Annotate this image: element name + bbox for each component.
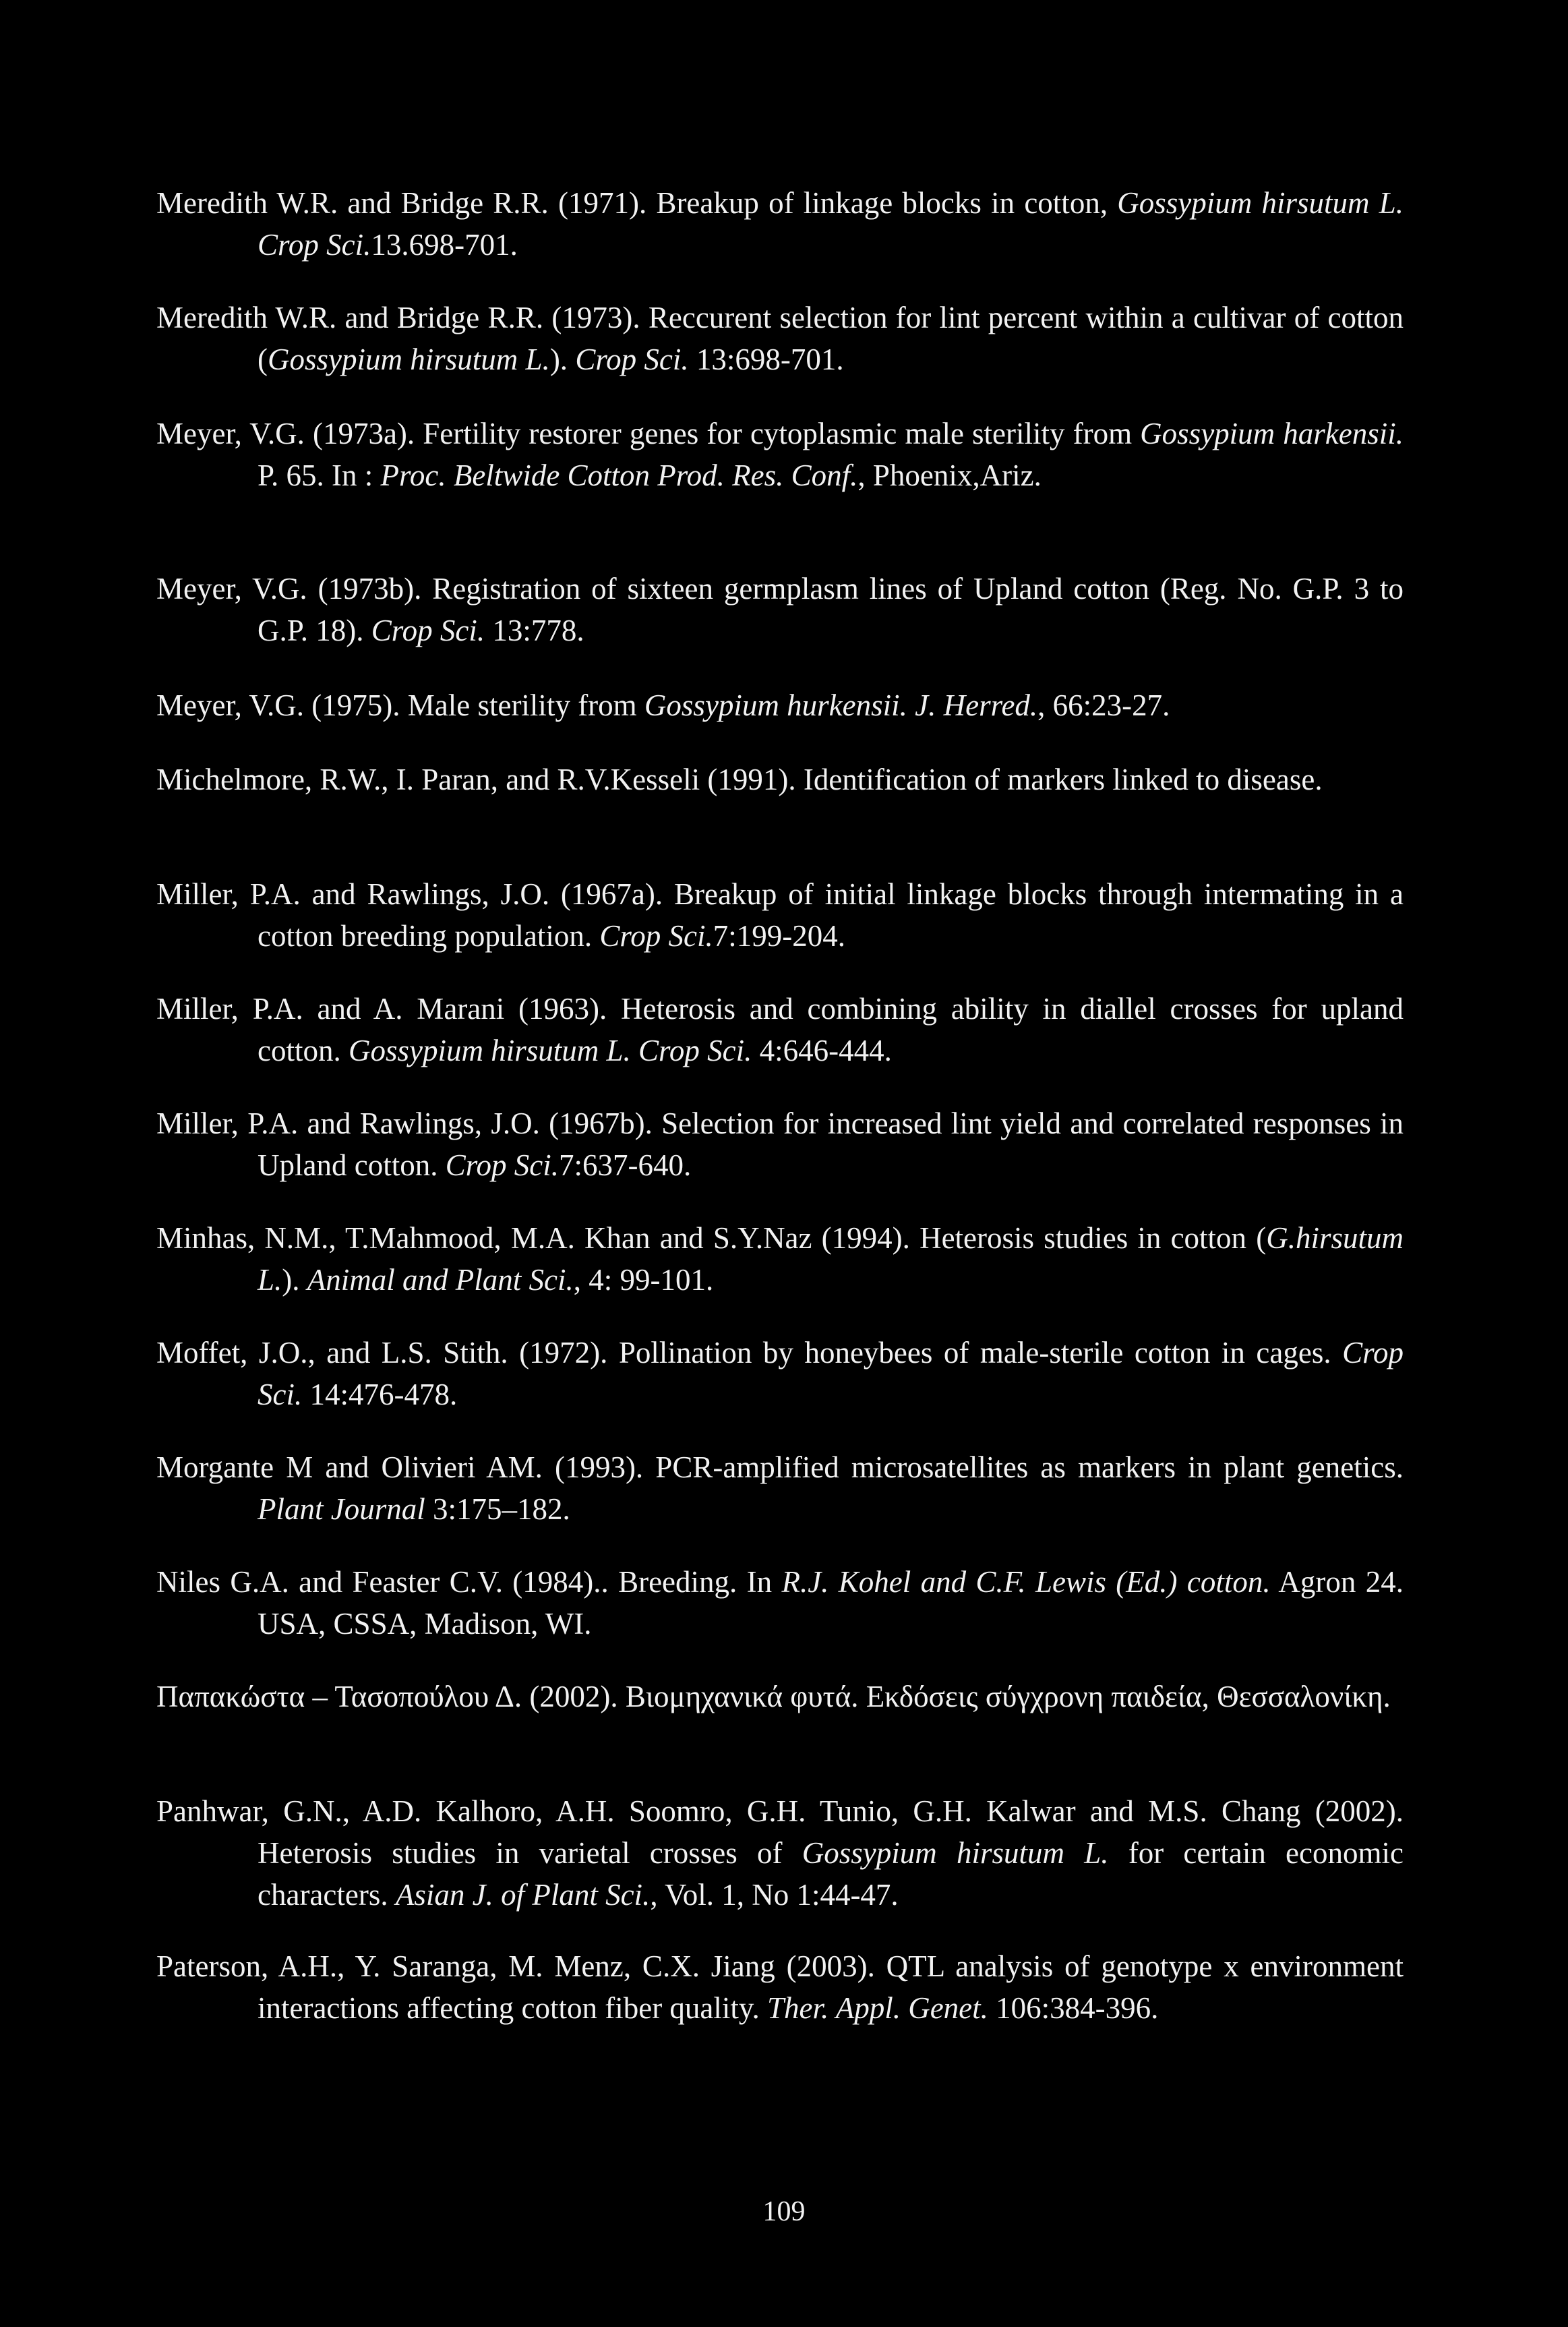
reference-text: Paterson, A.H., Y. Saranga, M. Menz, C.X. Jiang (2003). QTL analysis of genotype x environment interactions affecting cotton fiber quality.: [156, 1949, 1404, 2025]
reference-entry: [156, 297, 1404, 380]
reference-entry: [156, 1217, 1404, 1301]
reference-entry: [156, 1945, 1404, 2029]
reference-text: ).: [549, 343, 576, 376]
reference-species: Gossypium hirsutum L.: [802, 1836, 1109, 1870]
reference-journal: Crop Sci.: [371, 614, 485, 647]
reference-entry: [156, 988, 1404, 1071]
reference-text: , Vol. 1, No 1:44-47.: [650, 1878, 899, 1912]
reference-text: Miller, P.A. and Rawlings, J.O. (1967b). Selection for increased lint yield and correlated responses in Upland cotton.: [156, 1107, 1404, 1182]
reference-text: 13:698-701.: [688, 343, 844, 376]
reference-species: Gossypium hirsutum L.: [268, 343, 550, 376]
reference-text: Morgante M and Olivieri AM. (1993). PCR-amplified microsatellites as markers in plant genetics.: [156, 1450, 1404, 1484]
reference-text: Minhas, N.M., T.Mahmood, M.A. Khan and S.Y.Naz (1994). Heterosis studies in cotton (: [156, 1221, 1267, 1255]
reference-journal: Crop Sci.: [575, 343, 689, 376]
reference-text: Meyer, V.G. (1973a). Fertility restorer genes for cytoplasmic male sterility from: [156, 417, 1141, 450]
reference-book: R.J. Kohel and C.F. Lewis (Ed.) cotton.: [781, 1565, 1271, 1599]
reference-entry: [156, 1332, 1404, 1415]
reference-text: Παπακώστα – Τασοπούλου Δ. (2002). Βιομηχανικά φυτά. Εκδόσεις σύγχρονη παιδεία, Θεσσαλονίκη.: [156, 1680, 1391, 1713]
reference-text: 13:778.: [485, 614, 584, 647]
reference-text: 14:476-478.: [302, 1378, 458, 1411]
reference-journal: Asian J. of Plant Sci.: [395, 1878, 651, 1912]
reference-text: for certain economic characters.: [258, 1836, 1404, 1912]
reference-text: 7:199-204.: [713, 919, 845, 953]
reference-text: Panhwar, G.N., A.D. Kalhoro, A.H. Soomro, G.H. Tunio, G.H. Kalwar and M.S. Chang (2002). Heterosis studies in varietal crosses of: [156, 1794, 1404, 1870]
reference-text: 7:637-640.: [559, 1148, 692, 1182]
reference-journal: Plant Journal: [258, 1492, 425, 1526]
reference-text: Miller, P.A. and Rawlings, J.O. (1967a). Breakup of initial linkage blocks through intermating in a cotton breeding population.: [156, 877, 1404, 953]
reference-species: Gossypium harkensii.: [1140, 417, 1404, 450]
reference-text: Miller, P.A. and A. Marani (1963). Heterosis and combining ability in diallel crosses for upland cotton.: [156, 992, 1404, 1067]
reference-journal: Crop Sci.: [258, 1336, 1404, 1411]
reference-text: Meredith W.R. and Bridge R.R. (1971). Breakup of linkage blocks in cotton,: [156, 186, 1118, 220]
reference-text: ).: [282, 1263, 307, 1297]
reference-text: Michelmore, R.W., I. Paran, and R.V.Kesseli (1991). Identification of markers linked to disease.: [156, 763, 1323, 796]
reference-text: Meredith W.R. and Bridge R.R. (1973). Reccurent selection for lint percent within a cultivar of cotton (: [156, 301, 1404, 376]
reference-entry: [156, 873, 1404, 957]
reference-journal: Animal and Plant Sci.: [307, 1263, 574, 1297]
reference-entry: [156, 759, 1404, 800]
reference-text: Niles G.A. and Feaster C.V. (1984).. Breeding. In: [156, 1565, 782, 1599]
reference-entry: [156, 182, 1404, 266]
reference-journal: Crop Sci.: [445, 1148, 560, 1182]
reference-entry: [156, 1790, 1404, 1916]
reference-text: , 4: 99-101.: [573, 1263, 714, 1297]
reference-text: Moffet, J.O., and L.S. Stith. (1972). Pollination by honeybees of male-sterile cotton in cages.: [156, 1336, 1343, 1369]
reference-text: 13.698-701.: [371, 228, 518, 262]
reference-journal: Gossypium hirsutum L. Crop Sci.: [348, 1034, 752, 1067]
reference-journal: Proc. Beltwide Cotton Prod. Res. Conf.: [380, 459, 858, 492]
reference-text: 106:384-396.: [988, 1991, 1159, 2025]
reference-entry: [156, 1676, 1404, 1717]
reference-entry: [156, 413, 1404, 496]
reference-text: 3:175–182.: [425, 1492, 570, 1526]
reference-entry: [156, 1102, 1404, 1186]
reference-text: , Phoenix,Ariz.: [857, 459, 1042, 492]
reference-journal: Ther. Appl. Genet.: [767, 1991, 988, 2025]
page-number: 109: [762, 2196, 806, 2227]
reference-text: Meyer, V.G. (1975). Male sterility from: [156, 688, 644, 722]
reference-entry: [156, 1561, 1404, 1645]
reference-entry: [156, 1446, 1404, 1530]
reference-entry: [156, 684, 1404, 726]
reference-journal: Gossypium hirsutum L. Crop Sci.: [258, 186, 1404, 262]
reference-journal: Gossypium hurkensii. J. Herred.: [644, 688, 1038, 722]
reference-entry: [156, 568, 1404, 651]
reference-text: P. 65. In :: [258, 459, 381, 492]
reference-text: Agron 24. USA, CSSA, Madison, WI.: [258, 1565, 1404, 1641]
reference-species: G.hirsutum L.: [258, 1221, 1404, 1297]
reference-text: 4:646-444.: [752, 1034, 892, 1067]
reference-text: Meyer, V.G. (1973b). Registration of sixteen germplasm lines of Upland cotton (Reg. No. G.P. 3 to G.P. 18).: [156, 572, 1404, 647]
reference-text: , 66:23-27.: [1037, 688, 1170, 722]
reference-journal: Crop Sci.: [599, 919, 713, 953]
